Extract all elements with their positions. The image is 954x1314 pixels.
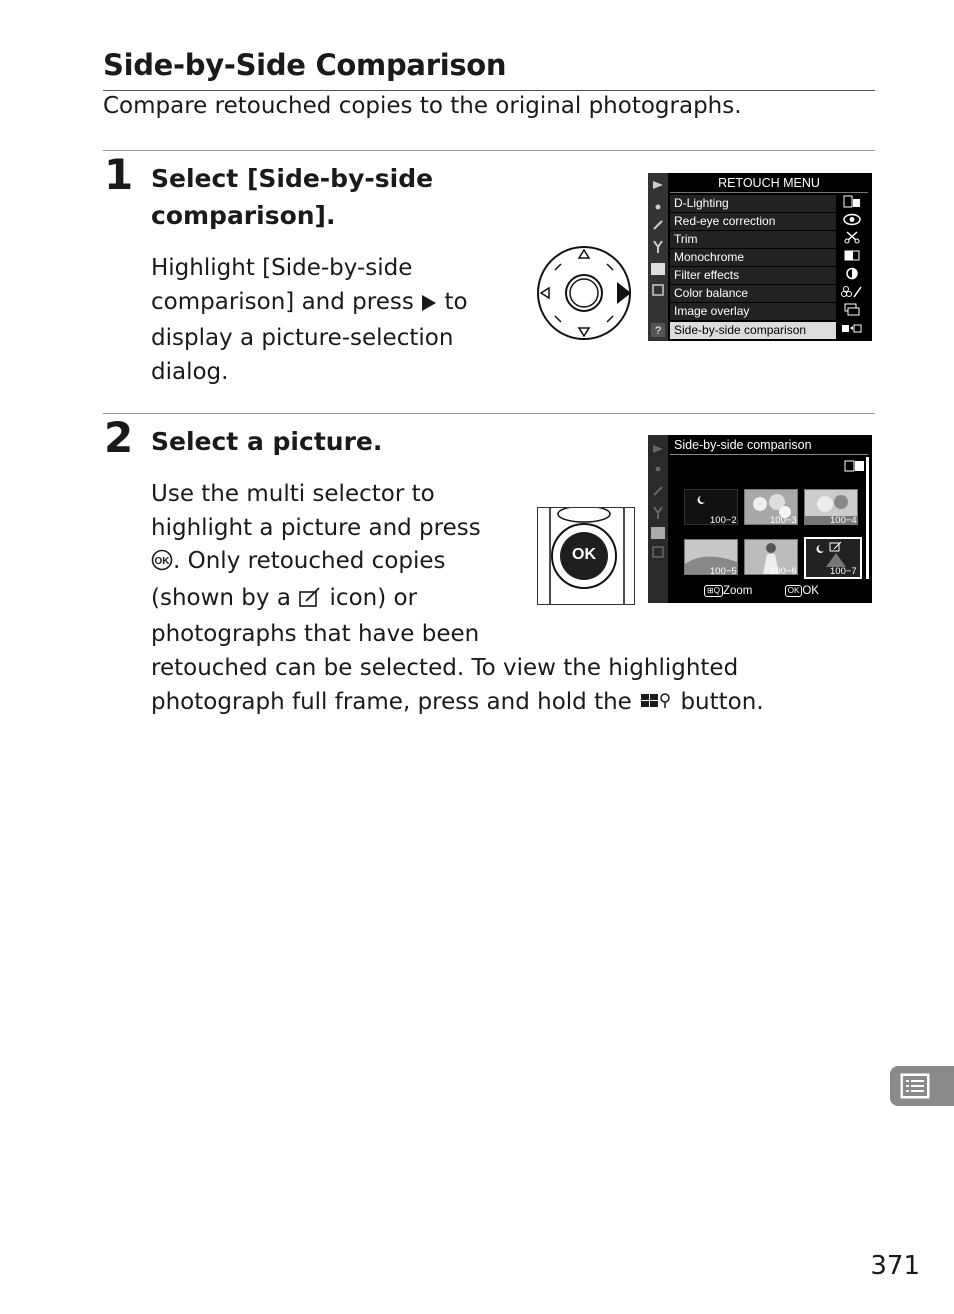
menu-item-red-eye[interactable]: Red-eye correction <box>670 213 836 230</box>
title-rule <box>103 90 875 91</box>
menu-tab-column <box>648 173 668 341</box>
step2-body-line7 <box>151 686 871 723</box>
retouch-icon <box>298 585 322 619</box>
thumb-label-1: 100−2 <box>710 515 737 526</box>
thumbnail-zoom-button-icon <box>639 689 673 723</box>
overlay-icon <box>840 303 864 320</box>
step1-body-line2a: comparison] and press <box>151 288 422 315</box>
step1-body <box>151 252 468 389</box>
menu-guide-tab <box>890 1066 954 1106</box>
step1-heading-line2: comparison]. <box>151 201 336 230</box>
ok-button-illustration <box>537 507 635 605</box>
retouch-menu-screen <box>648 173 872 341</box>
step1-rule <box>103 150 875 151</box>
card-slot-icon <box>844 459 866 477</box>
menu-item-d-lighting[interactable]: D-Lighting <box>670 195 836 212</box>
ok-footer-icon: OK <box>785 585 803 597</box>
ok-button-label: OK <box>572 546 596 563</box>
footer-ok-label: OK <box>802 585 819 597</box>
step2-body-line7a: photograph full frame, press and hold the <box>151 688 640 715</box>
color-balance-icon <box>840 285 864 302</box>
step2-body-line2: highlight a picture and press <box>151 514 481 541</box>
picker-tab-column <box>648 435 668 603</box>
thumb-label-3: 100−4 <box>830 515 857 526</box>
thumb-label-2: 100−3 <box>770 515 797 526</box>
step2-body-line4a: (shown by a <box>151 584 299 611</box>
menu-item-color-balance[interactable]: Color balance <box>670 285 836 302</box>
step1-heading <box>151 160 471 234</box>
multi-selector-icon <box>535 244 633 342</box>
step2-body-line1: Use the multi selector to <box>151 481 435 507</box>
step2-number: 2 <box>104 413 134 462</box>
svg-text:OK: OK <box>154 556 170 568</box>
d-lighting-icon <box>840 195 864 212</box>
step1-number: 1 <box>104 150 134 199</box>
menu-item-side-by-side[interactable]: Side-by-side comparison <box>670 322 836 339</box>
step1-heading-line1: Select [Side-by-side <box>151 164 434 193</box>
monochrome-icon <box>840 249 864 266</box>
thumb-label-5: 100−6 <box>770 566 797 577</box>
filter-icon <box>840 267 864 284</box>
thumb-label-6: 100−7 <box>830 566 857 577</box>
menu-item-trim[interactable]: Trim <box>670 231 836 248</box>
step1-body-line4: dialog. <box>151 358 229 385</box>
menu-item-monochrome[interactable]: Monochrome <box>670 249 836 266</box>
step2-body-line6: retouched can be selected. To view the highlighted <box>151 654 739 681</box>
step2-body-line7b: button. <box>673 688 764 715</box>
picture-select-screen <box>648 435 872 603</box>
step2-body-line5: photographs that have been <box>151 621 480 648</box>
page-number: 371 <box>870 1251 920 1281</box>
zoom-button-icon: ⊞Q <box>704 585 723 597</box>
eye-icon <box>840 213 864 230</box>
picker-footer <box>704 585 819 597</box>
step2-heading: Select a picture. <box>151 427 383 456</box>
right-arrow-icon <box>421 289 437 323</box>
ok-button-icon <box>151 548 173 582</box>
scrollbar[interactable] <box>866 457 869 579</box>
section-title: Side-by-Side Comparison <box>103 48 507 82</box>
step1-body-line3: display a picture-selection <box>151 325 454 352</box>
step1-body-line1: Highlight [Side-by-side <box>151 255 413 281</box>
section-subtitle: Compare retouched copies to the original photographs. <box>103 93 742 119</box>
picker-title: Side-by-side comparison <box>670 437 868 455</box>
menu-item-filter-effects[interactable]: Filter effects <box>670 267 836 284</box>
svg-text:?: ? <box>654 325 662 337</box>
step2-body-line3-text: . Only retouched copies <box>173 548 446 575</box>
scissors-icon <box>840 231 864 248</box>
step2-rule <box>103 413 875 414</box>
step1-body-line2b: to <box>437 288 468 315</box>
menu-title: RETOUCH MENU <box>670 175 868 193</box>
menu-list-icon <box>900 1073 930 1103</box>
step1-body-line2 <box>151 286 468 323</box>
step2-body-line4b: icon) or <box>322 584 418 611</box>
thumb-label-4: 100−5 <box>710 566 737 577</box>
compare-icon <box>840 322 864 339</box>
menu-item-image-overlay[interactable]: Image overlay <box>670 303 836 320</box>
footer-zoom-label: Zoom <box>722 585 753 597</box>
